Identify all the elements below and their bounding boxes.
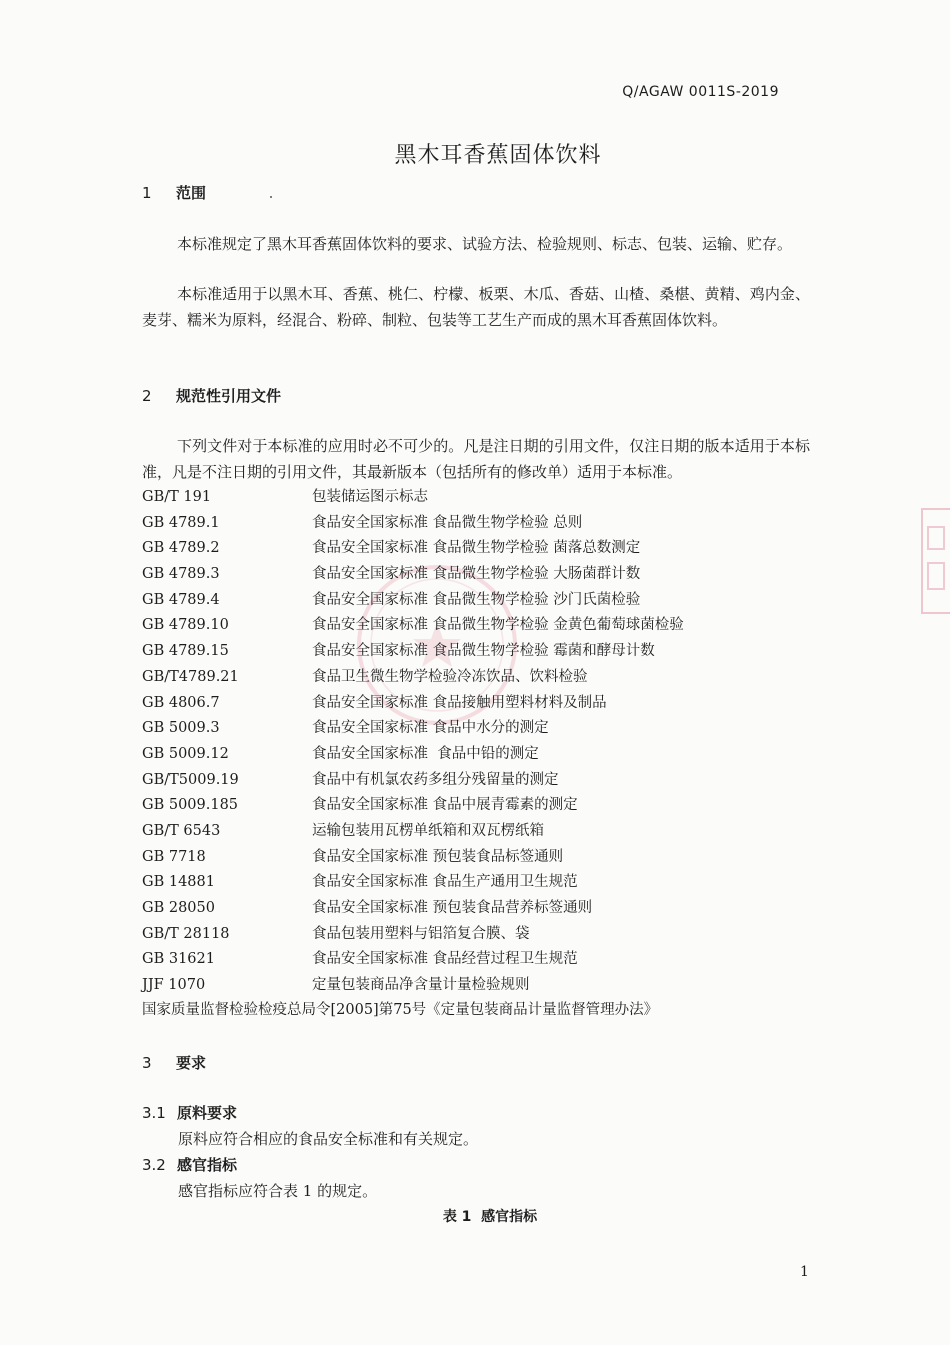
reference-name: 食品安全国家标准 食品微生物学检验 金黄色葡萄球菌检验 bbox=[312, 617, 684, 634]
reference-code: GB 4806.7 bbox=[142, 694, 220, 711]
reference-name: 定量包装商品净含量计量检验规则 bbox=[312, 977, 530, 994]
reference-code: GB 4789.2 bbox=[142, 540, 220, 557]
reference-row bbox=[142, 716, 842, 742]
subsection-3-1-heading bbox=[142, 1102, 237, 1123]
reference-code: GB 4789.10 bbox=[142, 617, 229, 634]
subsection-title: 原料要求 bbox=[177, 1104, 238, 1122]
reference-name: 食品安全国家标准 预包装食品营养标签通则 bbox=[312, 900, 593, 916]
scan-speck bbox=[270, 196, 272, 198]
reference-row bbox=[142, 691, 842, 717]
reference-code: GB 14881 bbox=[142, 874, 215, 891]
reference-name: 食品安全国家标准 食品中展青霉素的测定 bbox=[312, 797, 578, 814]
reference-code: GB 5009.185 bbox=[142, 797, 239, 814]
scope-paragraph-2: 本标准适用于以黑木耳、香蕉、桃仁、柠檬、板栗、木瓜、香菇、山楂、桑椹、黄精、鸡内金、麦芽、糯米为原料，经混合、粉碎、制粒、包装等工艺生产而成的黑木耳香蕉固体饮料。 bbox=[142, 285, 810, 329]
subsection-number: 3.2 bbox=[142, 1156, 166, 1174]
reference-row bbox=[142, 768, 842, 794]
reference-row bbox=[142, 588, 842, 614]
reference-row bbox=[142, 485, 842, 511]
scope-paragraph-1: 本标准规定了黑木耳香蕉固体饮料的要求、试验方法、检验规则、标志、包装、运输、贮存。 bbox=[177, 235, 793, 253]
reference-code: GB 31621 bbox=[142, 951, 215, 968]
reference-row bbox=[142, 845, 842, 871]
reference-row bbox=[142, 973, 842, 999]
reference-name: 食品安全国家标准 食品微生物学检验 沙门氏菌检验 bbox=[312, 591, 641, 608]
reference-row bbox=[142, 639, 842, 665]
subsection-title: 感官指标 bbox=[177, 1156, 238, 1174]
reference-row bbox=[142, 665, 842, 691]
reference-name: 食品安全国家标准 食品微生物学检验 菌落总数测定 bbox=[312, 540, 641, 557]
reference-code: GB 4789.3 bbox=[142, 566, 220, 583]
reference-name: 食品安全国家标准 食品经营过程卫生规范 bbox=[312, 951, 578, 968]
section-title: 范围 bbox=[176, 184, 207, 202]
reference-code: GB 5009.12 bbox=[142, 745, 229, 762]
section-title: 要求 bbox=[176, 1054, 207, 1072]
reference-code: GB 4789.4 bbox=[142, 591, 220, 608]
reference-code: GB/T5009.19 bbox=[142, 771, 239, 788]
reference-name: 食品安全国家标准 食品中水分的测定 bbox=[312, 720, 549, 737]
reference-name: 食品卫生微生物学检验冷冻饮品、饮料检验 bbox=[312, 668, 588, 685]
reference-row bbox=[142, 562, 842, 588]
section-number: 2 bbox=[142, 387, 152, 405]
reference-row bbox=[142, 613, 842, 639]
edge-seal-stamp bbox=[918, 505, 950, 617]
reference-code: GB 4789.1 bbox=[142, 514, 220, 531]
subsection-number: 3.1 bbox=[142, 1104, 166, 1122]
reference-row bbox=[142, 742, 842, 768]
normative-reference-list bbox=[142, 485, 842, 999]
reference-row bbox=[142, 536, 842, 562]
reference-row bbox=[142, 896, 842, 922]
reference-code: GB 5009.3 bbox=[142, 720, 220, 737]
reference-code: GB/T4789.21 bbox=[142, 668, 239, 685]
sensory-requirement-text: 感官指标应符合表 1 的规定。 bbox=[178, 1182, 378, 1200]
reference-name: 食品安全国家标准 食品微生物学检验 大肠菌群计数 bbox=[312, 566, 641, 583]
reference-code: GB/T 191 bbox=[142, 489, 212, 505]
reference-name: 食品安全国家标准 食品微生物学检验 总则 bbox=[312, 514, 583, 531]
reference-code: GB 28050 bbox=[142, 900, 215, 916]
reference-name: 包装储运图示标志 bbox=[312, 489, 428, 505]
reference-code: JJF 1070 bbox=[142, 977, 206, 994]
section-number: 1 bbox=[142, 184, 152, 202]
reference-name: 食品安全国家标准 食品接触用塑料材料及制品 bbox=[312, 694, 607, 711]
section-2-heading bbox=[142, 385, 281, 406]
reference-name: 食品安全国家标准 食品微生物学检验 霉菌和酵母计数 bbox=[312, 643, 655, 660]
reference-name: 食品中有机氯农药多组分残留量的测定 bbox=[312, 771, 559, 788]
reference-name: 运输包装用瓦楞单纸箱和双瓦楞纸箱 bbox=[312, 822, 544, 839]
reference-row bbox=[142, 870, 842, 896]
reference-code: GB/T 28118 bbox=[142, 925, 230, 942]
page-number: 1 bbox=[800, 1264, 809, 1280]
table-1-caption: 表 1 感官指标 bbox=[442, 1209, 538, 1225]
raw-material-requirement-text: 原料应符合相应的食品安全标准和有关规定。 bbox=[178, 1130, 479, 1148]
reference-code: GB/T 6543 bbox=[142, 822, 221, 839]
section-number: 3 bbox=[142, 1054, 152, 1072]
reference-row bbox=[142, 819, 842, 845]
subsection-3-2-heading bbox=[142, 1154, 237, 1175]
reference-name: 食品安全国家标准 预包装食品标签通则 bbox=[312, 848, 564, 865]
reference-row bbox=[142, 511, 842, 537]
section-3-heading bbox=[142, 1052, 206, 1073]
regulation-note: 国家质量监督检验检疫总局令[2005]第75号《定量包装商品计量监督管理办法》 bbox=[142, 1002, 659, 1018]
section-title: 规范性引用文件 bbox=[176, 387, 282, 405]
reference-row bbox=[142, 947, 842, 973]
reference-row bbox=[142, 793, 842, 819]
reference-name: 食品安全国家标准 食品生产通用卫生规范 bbox=[312, 874, 578, 891]
reference-name: 食品安全国家标准 食品中铅的测定 bbox=[312, 745, 539, 762]
reference-row bbox=[142, 922, 842, 948]
document-code: Q/AGAW 0011S-2019 bbox=[622, 84, 779, 100]
section-1-heading bbox=[142, 182, 206, 203]
references-intro: 下列文件对于本标准的应用时必不可少的。凡是注日期的引用文件，仅注日期的版本适用于本标准，凡是不注日期的引用文件，其最新版本（包括所有的修改单）适用于本标准。 bbox=[142, 437, 810, 481]
reference-code: GB 7718 bbox=[142, 848, 206, 865]
document-title: 黑木耳香蕉固体饮料 bbox=[394, 143, 602, 168]
reference-code: GB 4789.15 bbox=[142, 643, 229, 660]
reference-name: 食品包装用塑料与铝箔复合膜、袋 bbox=[312, 925, 530, 942]
